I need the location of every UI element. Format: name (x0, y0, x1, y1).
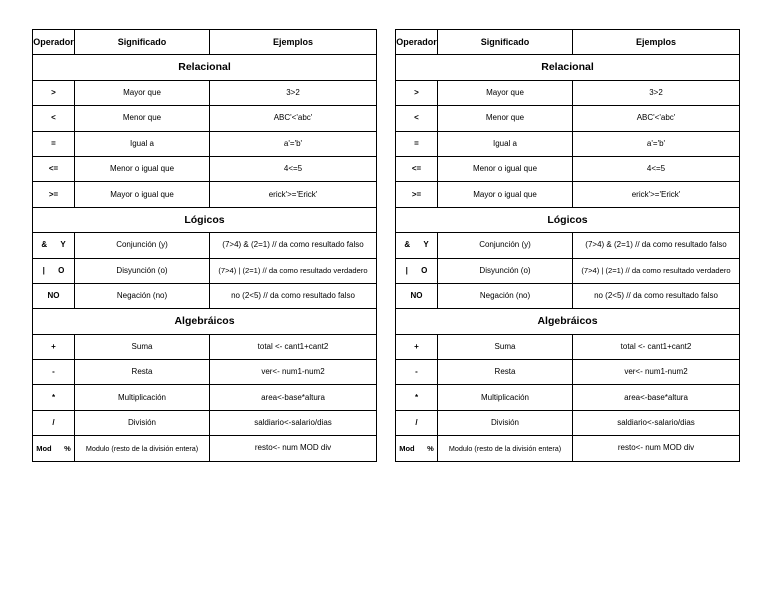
meaning-cell: Disyunción (o) (75, 258, 210, 283)
example-cell: resto<- num MOD div (210, 436, 377, 461)
table-row (33, 182, 377, 207)
operator-cell: >= (33, 182, 75, 207)
section-row (396, 55, 740, 80)
table-row (396, 410, 740, 435)
table-row (33, 258, 377, 283)
section-title: Lógicos (396, 207, 740, 232)
header-operator: Operador (396, 30, 438, 55)
meaning-cell: Mayor que (438, 80, 573, 105)
example-cell: total <- cant1+cant2 (573, 334, 740, 359)
example-cell: resto<- num MOD div (573, 436, 740, 461)
operator-cell: - (33, 360, 75, 385)
operator-cell: < (396, 106, 438, 131)
operator-cell: < (33, 106, 75, 131)
meaning-cell: Negación (no) (438, 283, 573, 308)
meaning-cell: Disyunción (o) (438, 258, 573, 283)
meaning-cell: Modulo (resto de la división entera) (438, 436, 573, 461)
example-cell: a'='b' (573, 131, 740, 156)
meaning-cell: Menor o igual que (75, 156, 210, 181)
table-row (33, 436, 377, 461)
header-meaning: Significado (438, 30, 573, 55)
example-cell: ver<- num1-num2 (573, 360, 740, 385)
example-cell: saldiario<-salario/dias (573, 410, 740, 435)
example-cell: erick'>='Erick' (210, 182, 377, 207)
meaning-cell: Conjunción (y) (438, 233, 573, 258)
meaning-cell: Mayor o igual que (438, 182, 573, 207)
header-row (33, 30, 377, 55)
meaning-cell: Menor o igual que (438, 156, 573, 181)
section-row (33, 309, 377, 334)
operator-cell: Mod % (33, 436, 75, 461)
example-cell: (7>4) & (2=1) // da como resultado falso (210, 233, 377, 258)
header-operator: Operador (33, 30, 75, 55)
meaning-cell: Resta (75, 360, 210, 385)
example-cell: (7>4) | (2=1) // da como resultado verdadero (573, 258, 740, 283)
operator-cell: NO (396, 283, 438, 308)
meaning-cell: División (75, 410, 210, 435)
table-row (396, 156, 740, 181)
table-row (396, 106, 740, 131)
operator-cell: Mod % (396, 436, 438, 461)
table-row (396, 182, 740, 207)
example-cell: saldiario<-salario/dias (210, 410, 377, 435)
meaning-cell: Igual a (75, 131, 210, 156)
example-cell: 4<=5 (573, 156, 740, 181)
meaning-cell: Igual a (438, 131, 573, 156)
operator-cell: > (33, 80, 75, 105)
operator-cell: / (396, 410, 438, 435)
example-cell: erick'>='Erick' (573, 182, 740, 207)
table-row (33, 131, 377, 156)
example-cell: no (2<5) // da como resultado falso (573, 283, 740, 308)
example-cell: (7>4) | (2=1) // da como resultado verdadero (210, 258, 377, 283)
operator-cell: | O (33, 258, 75, 283)
table-row (33, 385, 377, 410)
table-row (396, 131, 740, 156)
operator-cell: <= (396, 156, 438, 181)
table-row (33, 283, 377, 308)
meaning-cell: Menor que (438, 106, 573, 131)
section-title: Relacional (396, 55, 740, 80)
example-cell: area<-base*altura (573, 385, 740, 410)
table-row (396, 360, 740, 385)
table-row (33, 360, 377, 385)
example-cell: 3>2 (210, 80, 377, 105)
operators-table-right (395, 29, 740, 462)
table-row (33, 80, 377, 105)
operator-cell: <= (33, 156, 75, 181)
section-row (33, 55, 377, 80)
table-row (396, 258, 740, 283)
section-row (396, 207, 740, 232)
table-row (396, 334, 740, 359)
table-row (33, 106, 377, 131)
operator-cell: >= (396, 182, 438, 207)
section-title: Algebráicos (396, 309, 740, 334)
section-row (33, 207, 377, 232)
operator-cell: > (396, 80, 438, 105)
operator-cell: * (396, 385, 438, 410)
operator-cell: NO (33, 283, 75, 308)
meaning-cell: Mayor o igual que (75, 182, 210, 207)
operator-cell: + (396, 334, 438, 359)
example-cell: total <- cant1+cant2 (210, 334, 377, 359)
table-row (396, 436, 740, 461)
meaning-cell: Modulo (resto de la división entera) (75, 436, 210, 461)
operator-cell: / (33, 410, 75, 435)
table-row (33, 334, 377, 359)
operator-cell: & Y (33, 233, 75, 258)
section-title: Relacional (33, 55, 377, 80)
table-row (396, 80, 740, 105)
operator-cell: & Y (396, 233, 438, 258)
meaning-cell: Resta (438, 360, 573, 385)
example-cell: ABC'<'abc' (573, 106, 740, 131)
operator-cell: * (33, 385, 75, 410)
operators-table-left (32, 29, 377, 462)
table-row (396, 385, 740, 410)
meaning-cell: Menor que (75, 106, 210, 131)
table-row (33, 156, 377, 181)
meaning-cell: Multiplicación (75, 385, 210, 410)
example-cell: (7>4) & (2=1) // da como resultado falso (573, 233, 740, 258)
example-cell: 3>2 (573, 80, 740, 105)
example-cell: ver<- num1-num2 (210, 360, 377, 385)
meaning-cell: División (438, 410, 573, 435)
example-cell: area<-base*altura (210, 385, 377, 410)
operator-cell: | O (396, 258, 438, 283)
operator-cell: + (33, 334, 75, 359)
meaning-cell: Conjunción (y) (75, 233, 210, 258)
example-cell: no (2<5) // da como resultado falso (210, 283, 377, 308)
meaning-cell: Suma (75, 334, 210, 359)
header-row (396, 30, 740, 55)
meaning-cell: Mayor que (75, 80, 210, 105)
operator-cell: = (33, 131, 75, 156)
section-row (396, 309, 740, 334)
header-meaning: Significado (75, 30, 210, 55)
section-title: Lógicos (33, 207, 377, 232)
header-examples: Ejemplos (573, 30, 740, 55)
meaning-cell: Negación (no) (75, 283, 210, 308)
meaning-cell: Suma (438, 334, 573, 359)
table-row (33, 410, 377, 435)
example-cell: a'='b' (210, 131, 377, 156)
operator-cell: = (396, 131, 438, 156)
table-row (396, 233, 740, 258)
meaning-cell: Multiplicación (438, 385, 573, 410)
header-examples: Ejemplos (210, 30, 377, 55)
section-title: Algebráicos (33, 309, 377, 334)
table-row (33, 233, 377, 258)
table-row (396, 283, 740, 308)
example-cell: ABC'<'abc' (210, 106, 377, 131)
example-cell: 4<=5 (210, 156, 377, 181)
operator-cell: - (396, 360, 438, 385)
